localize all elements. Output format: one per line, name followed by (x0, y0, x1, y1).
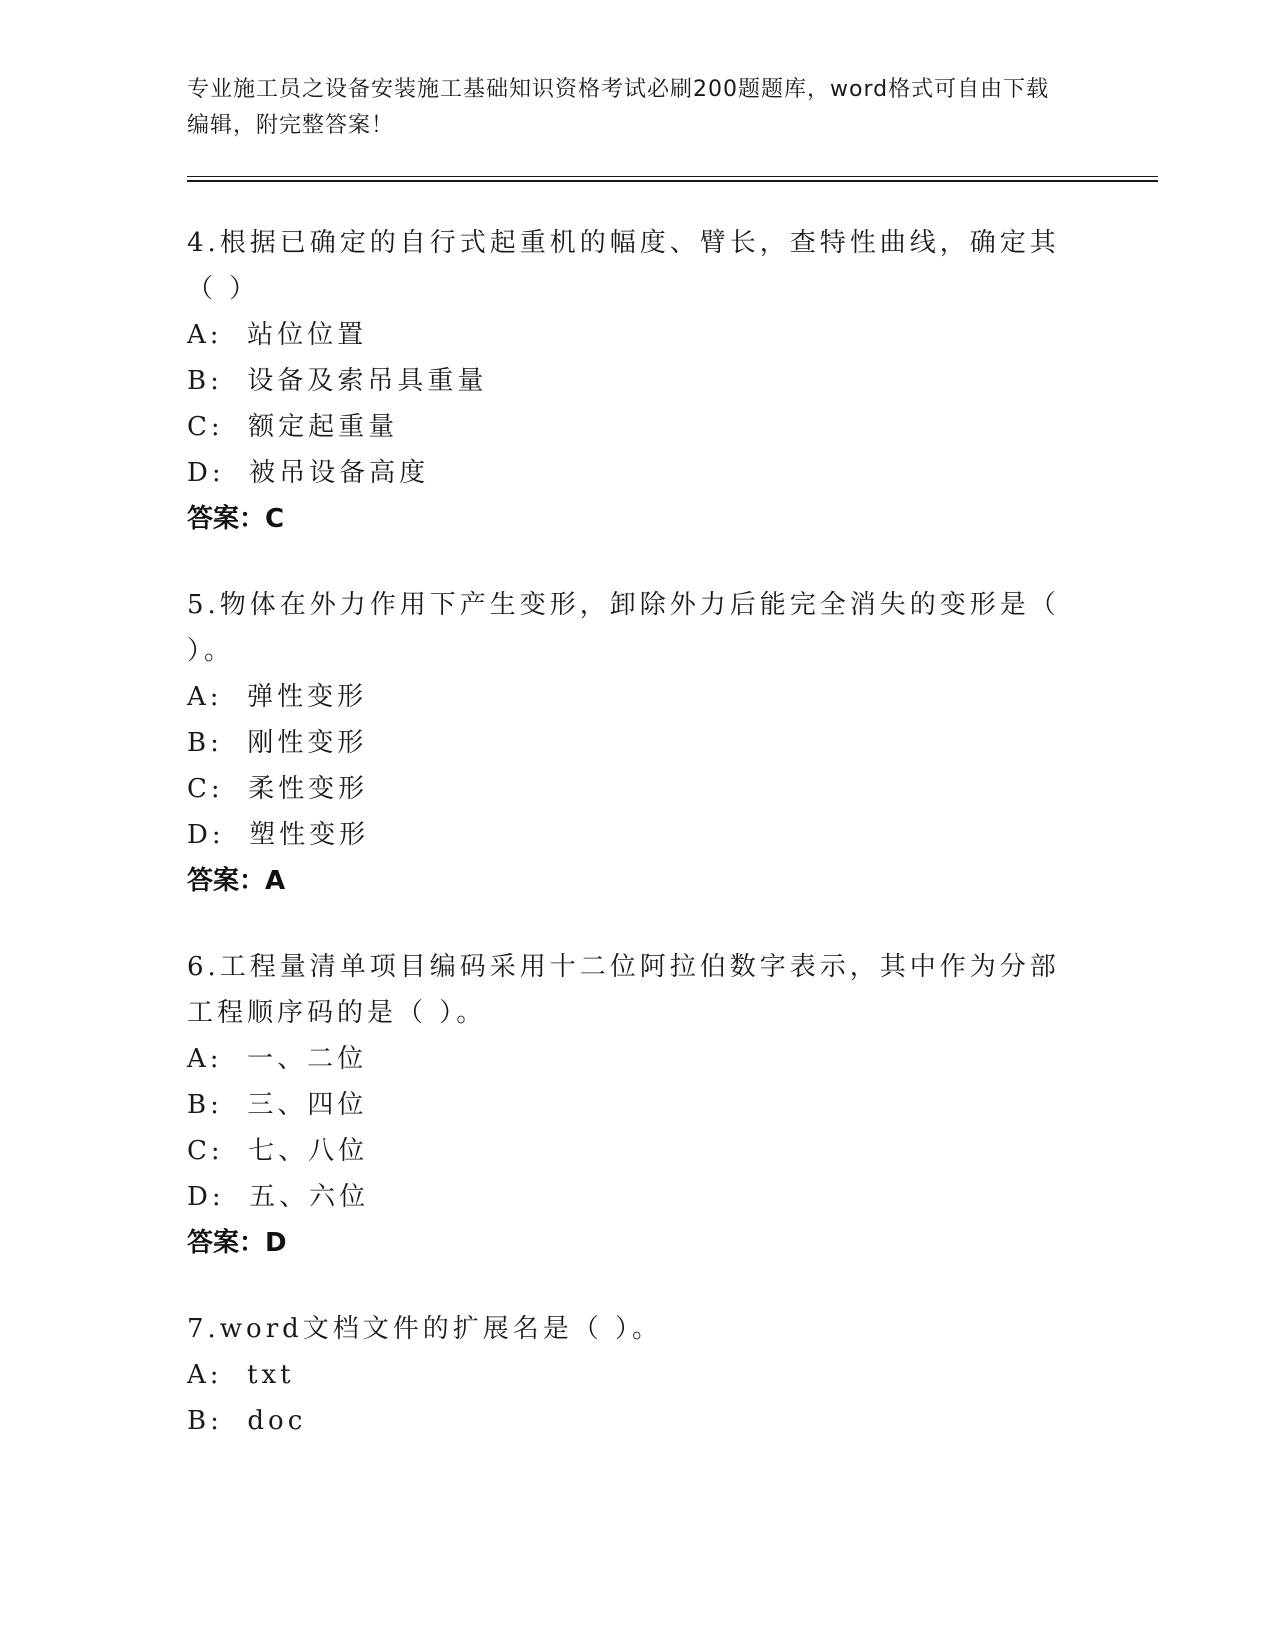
question-stem: 4.根据已确定的自行式起重机的幅度、臂长，查特性曲线，确定其（ ） (187, 228, 1060, 304)
option-a: A: 站位位置 (187, 320, 368, 350)
option-b: B: 刚性变形 (187, 728, 368, 758)
option-b: B: 三、四位 (187, 1090, 368, 1120)
option-a: A: txt (187, 1360, 295, 1390)
option-d: D: 塑性变形 (187, 820, 370, 850)
question-stem: 7.word文档文件的扩展名是（ ）。 (187, 1314, 663, 1344)
option-c: C: 额定起重量 (187, 412, 399, 442)
answer: 答案：D (187, 1228, 287, 1258)
answer: 答案：A (187, 866, 286, 896)
divider-thick-line (187, 180, 1158, 182)
option-b: B: 设备及索吊具重量 (187, 366, 488, 396)
answer: 答案：C (187, 504, 285, 534)
question-5 (187, 582, 1067, 904)
divider-thin-line (187, 176, 1158, 177)
option-a: A: 弹性变形 (187, 682, 368, 712)
question-6 (187, 944, 1067, 1266)
option-d: D: 五、六位 (187, 1182, 370, 1212)
question-7 (187, 1306, 1067, 1444)
header-divider (187, 176, 1158, 184)
question-stem: 5.物体在外力作用下产生变形，卸除外力后能完全消失的变形是（ ）。 (187, 590, 1060, 666)
option-c: C: 七、八位 (187, 1136, 369, 1166)
document-header: 专业施工员之设备安装施工基础知识资格考试必刷200题题库，word格式可自由下载编辑，附完整答案！ (187, 77, 1050, 138)
option-b: B: doc (187, 1406, 307, 1436)
option-d: D: 被吊设备高度 (187, 458, 430, 488)
option-c: C: 柔性变形 (187, 774, 369, 804)
question-4 (187, 220, 1067, 542)
question-stem: 6.工程量清单项目编码采用十二位阿拉伯数字表示，其中作为分部工程顺序码的是（ ）。 (187, 952, 1060, 1028)
option-a: A: 一、二位 (187, 1044, 368, 1074)
